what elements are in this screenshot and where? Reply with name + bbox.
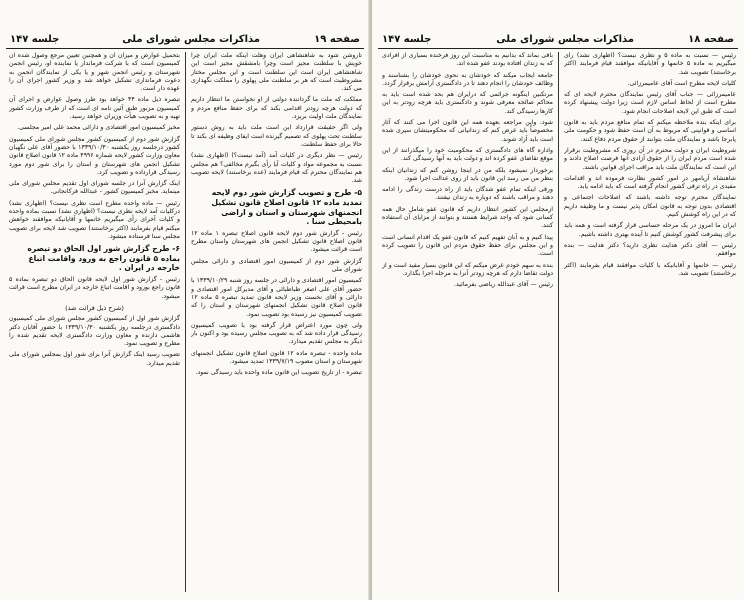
paragraph: ولی چون مورد اعتراض قرار گرفته بود با تصویب کمیسیون رسیدگی قرار داده شد که به تصویب مجلس رسیده بود و اکنون بار دیگر به مجلس تقدیم میدارد. <box>191 321 362 346</box>
left-page-right-column <box>191 52 362 596</box>
paragraph: واداره گاه های دادگستری که محکومیت خود را میگذرانند از این موقع تقاضای عفو کرده اند و دولت باید به آنها رسیدگی کند. <box>382 146 553 163</box>
paragraph: رئیس — خانمها و آقایانیکه با کلیات موافقند قیام بفرمایند (اکثر برخاستند) تصویب شد. <box>564 261 736 277</box>
paragraph: گزارش شور دوم از کمیسیون امور اقتصادی و دارائی مجلس شورای ملی <box>191 257 362 274</box>
section-heading: ۶- طرح گزارش شور اول الحاق دو تبصره بماده ۵ قانون راجع به ورود واقامت اتباع خارجه در ایران . <box>27 244 180 273</box>
left-page-title: مذاکرات مجلس شورای ملی <box>122 34 260 45</box>
paragraph: باقی بماند که بدانیم به مناسبت این روز فرخنده بسیاری از افرادی که به زندان افتاده بودند عفو شده اند. <box>382 52 553 68</box>
paragraph: مرتکبین اینگونه جرائمی که درایران هم بحد شده است باید به محاکم صالحه معرفی شوند و دادگستری باید هرچه زودتر به این کارها رسیدگی کند. <box>382 91 553 115</box>
column-divider <box>185 52 186 592</box>
right-page-left-column <box>382 52 553 596</box>
left-page-header <box>6 34 364 49</box>
right-page <box>372 0 744 600</box>
paragraph: بنده به سهم خودم عرض میکنم که این قانون بسیار مفید است و از دولت تقاضا دارم که هرچه زودتر آنرا به مرحله اجرا بگذارد. <box>382 261 553 277</box>
left-page-left-column <box>9 52 180 596</box>
paragraph: کمیسیون امور اقتصادی و دارائی در جلسه روز شنبه ۱۳۳۹/۱۰/۲۹ با حضور آقای علی اصغر طباطبائی و آقای مدیرکل امور اقتصادی و دارائی و آقای نخست وزیر لایحه قانون تمدید تبصره ۵ ماده ۱۲ قانون اصلاح قانون تشکیل انجمنهای شهرستان و استان را که تصویب کمیسیون نیز رسیده بود تصویب نمود. <box>191 277 362 318</box>
paragraph: ایران ما امروز در یک مرحله حساسی قرار گرفته است و همه باید برای پیشرفت کشور کوشش کنیم تا آینده بهتری داشته باشیم. <box>564 222 736 238</box>
paragraph: شروطیت ایران و دولت محترم در آن روزی که مشروطیت برقرار شده است مردم ایران را از حقوق آزادی آنها فرصت اصلاح دادند و این است که نمایندگان ملت باید مراقب اجرای قوانین باشند. <box>564 146 736 171</box>
paragraph: ازمجلس این کشور انتظار داریم که قانون عفو شامل حال همه کسانی شود که واجد شرایط هستند و بتوانند از مزایای آن استفاده کنند. <box>382 205 553 230</box>
paragraph: اینک گزارش آنرا در جلسه شورای اول تقدیم مجلس شورای ملی مینماید. مخبر کمیسیون کشور - عبدالله فرکانجانی. <box>9 180 180 196</box>
paragraph: مخبر کمیسیون امور اقتصادی و دارائی محمد علی امیر مجلسی. <box>17 124 180 132</box>
paragraph: شاهنشاه آریامهر در امور کشور نظارت فرموده اند و اقدامات مفیدی در راه ترقی کشور انجام گرفته است که باید ادامه یابد. <box>564 174 736 191</box>
paragraph: تاروشن شود به شاهنشاهی ایران وهلت اینکه ملت ایران چرا خویش با سلطنت مجیز است وچرا بامشقش مجیز است این شاهنشاهی ایران است این سلطنت است و این مجلس مختار مشروطیت است که هر بر سلطنت ملی پهلوی را مملکت نگهداری می کند. <box>191 52 362 93</box>
paragraph: ورقی اینکه تمام عفو شدگان باید از راه درست زندگی را ادامه دهند و مراقب باشند که دوباره به زندان نیفتند. <box>382 186 553 202</box>
paragraph: برخوردار نمیشود بلکه من در اینجا روشن کنم که زندانیان اینکه بنظر من می رسد این قانون باید از روی عدالت اجرا شود. <box>382 166 553 182</box>
paragraph: ماده واحده - تبصره ماده ۱۲ قانون اصلاح قانون تشکیل انجمنهای شهرستان و استان مصوب ۱۳۳۹/۷/۱۹ تمدید میشود. <box>191 349 362 365</box>
paragraph: رئیس — نسبت به ماده ۵ و نظری نیست؟ (اظهاری نشد) رأی میگیریم به ماده ۵ خانمها و آقایانیکه موافقند قیام فرمایند (اکثر برخاستند) تصویب شد. <box>564 52 736 76</box>
paragraph: رئیس - گزارش شور دوم لایحه قانون اصلاح تبصره ۱ ماده ۱۲ قانون اصلاح قانون تشکیل انجمن های شهرستان واستان مطرح است قرائت میشود. <box>191 229 362 254</box>
paragraph: رئیس — آقای عبدالله ریاضی بفرمائید. <box>454 281 553 289</box>
paragraph: شود، واین مراجعه بعهده همه این قانون اجرا می کنند که آثار مخصوصاً باید عرض کنم که زندانیانی که محکومیتشان سپری شده است باید آزاد شوند. <box>382 119 553 143</box>
paragraph: رئیس — نظر دیگری در کلیات آمد (آمد نیست؟) (اظهاری نشد) نسبت به مجموعه مواد و کلیات آیا رأی بگیرم مخالفی؟ هم مجلس هم نمایندگان محترم که قیام فرمایند (عده برخاستند) لایحه تصویب شد. <box>191 152 362 185</box>
paragraph: بتحمیل عوارض و میزان آن و همچنین تعیین مرجع وصول شده آن کمیسیون است که با شرکت فرماندار یا نماینده او، رئیس انجمن شهرستان و رئیس انجمن شهر و یا یکی از نمایندگان انجمن به دعوت فرمانداری تشکیل خواهد شد و وزیر کشور اجرای آن را عهده دار است. <box>9 52 180 93</box>
paragraph: عامیمرزائی — جناب آقای رئیس نمایندگان محترم لایحه ای که مطرح است از لحاظ اساس لازم است زیرا دولت پیشنهاد کرده است که طبق این لایحه اصلاحات انجام شود. <box>564 91 736 115</box>
right-page-session: جلسه ۱۴۷ <box>382 34 432 45</box>
parenthetical-note: (شرح ذیل قرائت شد) <box>65 303 124 312</box>
paragraph: تبصره ذیل ماده ۴۴ خواهد بود طرز وصول عوارض و اجرای آن کمیسیون مزبور طبق آئین نامه ای است که از طرف وزارت کشور تهیه و به تصویب هیأت وزیران خواهد رسید. <box>9 96 180 121</box>
paragraph: رئیس - گزارش شور اول لایحه قانون الحاق دو تبصره بماده ۵ قانون راجع بورود و اقامت اتباع خارجه در ایران مطرح است قرائت میشود. <box>9 276 180 300</box>
paragraph: گزارش شور دوم از کمیسیون کشور مجلس شورای ملی کمیسیون کشور درجلسه روز یکشنبه ۱۳۳۹/۱۰/۳۰ با حضور آقای علی نگهبان معاون وزارت کشور لایحه شماره ۴۹۹۶ ماده ۱۲ قانون اصلاح قانون تشکیل انجمن های شهرستان و استان را برای شور دوم مورد رسیدگی قرارداده و تصویب کرد. <box>9 135 180 176</box>
right-page-number: صفحه ۱۸ <box>688 34 734 45</box>
left-page-session: جلسه ۱۴۷ <box>10 34 60 45</box>
paragraph: گزارش شور اول از کمیسیون کشور مجلس شورای ملی کمیسیون دادگستری درجلسه روز یکشنبه ۱۳۳۹/۱۰/۳۰ با حضور آقایان دکتر هاشمی دارنده و معاون وزارت دادگستری لایحه تقدیم شده را مطرح و تصویب نمود. <box>9 315 180 348</box>
right-page-title: مذاکرات مجلس شورای ملی <box>496 34 634 45</box>
paragraph: پیدا کنیم و به آنان تفهیم کنیم که قانون عفو یک اقدام انسانی است و این مجلس برای حفظ حقوق مردم این قانون را تصویب کرده است. <box>382 233 553 258</box>
paragraph: برای اینکه بنده ملاحظه میکنم که تمام منافع مردم باید به قانون اساسی و قوانینی که مربوط به آن است حفظ شود و حکومت ملی پابرجا باشد و نمایندگان ملت بتوانند از حقوق مردم دفاع کنند. <box>564 119 736 143</box>
left-page-number: صفحه ۱۹ <box>314 34 360 45</box>
paragraph: رئیس — ماده واحده مطرح است نظری نیست؟ (اظهاری نشد) درکلیات آمد لایحه نظری نیست؟ (اظهاری نشد) نسبت بماده واحده و کلیات آخرای رأی میگیریم خانمها و آقایانیکه موافقند خواهش میکنم قیام بفرمایند (اکثر برخاستند) تصویب شد لایحه برای تصویب مجلس سنا فرستاده میشود. <box>9 199 180 240</box>
left-page <box>0 0 370 600</box>
section-heading: ۵- طرح و تصویب گزارش شور دوم لایحه تمدید ماده ۱۲ قانون اصلاح قانون تشکیل انجمنهای شهرستان و استان و اراضی بامحیطی سنا . <box>211 188 362 227</box>
paragraph: تبصره - از تاریخ تصویب این قانون ماده واحده باید رسیدگی نمود. <box>195 369 362 377</box>
paragraph: رئیس — آقای دکتر هدایت نظری دارید؟ دکتر هدایت — بنده موافقم. <box>564 241 736 258</box>
paragraph: نمایندگان محترم توجه داشته باشند که اصلاحات اجتماعی و اقتصادی بدون توجه به قانون امکان پذیر نیست و ما وظیفه داریم که در این راه کوشش کنیم. <box>564 194 736 219</box>
paragraph: کلیات لایحه مطرح است آقای عامیمرزائی. <box>627 79 736 87</box>
right-page-right-column <box>564 52 736 596</box>
paragraph: مملکت که ملت ما گرداننده دولتی از او نخواستن ما انتظار داریم که دولت هرچه زودتر اقدامی بکند که برای حفظ منافع مردم و نمایندگان ملت اولیت بریزد. <box>191 96 362 121</box>
paragraph: جامعه ایجاب میکند که خودشان به نحوی خودشان را بشناسند و وظائف خودشان را انجام دهند تا در دادگستری آرامش برقرار گردد. <box>382 71 553 87</box>
paragraph: ولی اگر حقیقت قرارداد این است ملت باید به روش دستور سلطنت تحت پهلوی که تصمیم گیرنده است ایفای وظیفه ای بکند تا حالا برای حفظ سلطنت. <box>191 124 362 148</box>
paragraph: تصویب رسید اینک گزارش آنرا برای شور اول بمجلس شورای ملی تقدیم میدارد. <box>9 351 180 367</box>
column-divider <box>558 52 559 592</box>
right-page-header <box>378 34 738 49</box>
